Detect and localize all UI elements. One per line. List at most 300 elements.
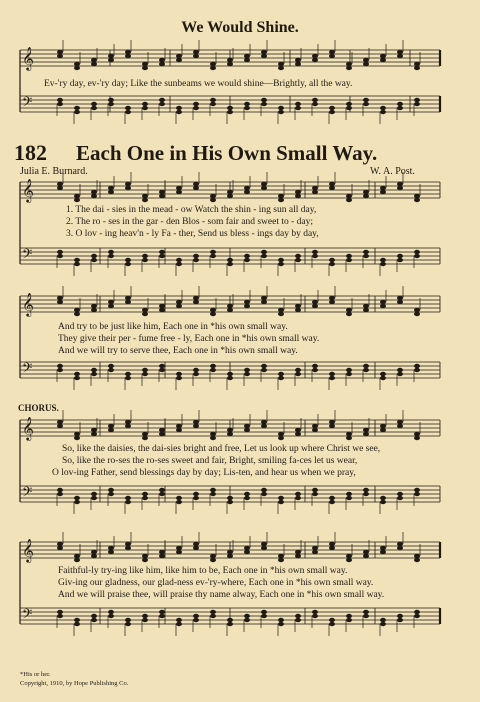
system-3-note — [312, 428, 318, 432]
system-2-note — [346, 372, 352, 376]
system-3-note — [414, 432, 420, 436]
system-4-note — [142, 554, 148, 558]
footnote: *His or her. — [20, 671, 51, 678]
system-1-note — [346, 258, 352, 262]
system-3-note — [159, 488, 165, 492]
top-system-note — [278, 62, 284, 66]
system-3-note — [125, 496, 131, 500]
system-3-note — [210, 488, 216, 492]
system-2-note — [278, 308, 284, 312]
system-1-note — [142, 198, 148, 202]
top-system-note — [159, 98, 165, 102]
system-3-note — [295, 496, 301, 500]
system-2-note — [57, 368, 63, 372]
system-2-note — [261, 296, 267, 300]
system-3-note — [74, 432, 80, 436]
system-3-note — [142, 432, 148, 436]
system-4-note — [159, 614, 165, 618]
system-3-note — [74, 500, 80, 504]
system-3-note — [397, 420, 403, 424]
system-3-note — [193, 420, 199, 424]
system-1-note — [159, 254, 165, 258]
system-1-note — [295, 194, 301, 198]
lyric-s1-v1: 1. The dai - sies in the mead - ow Watch the shin - ing sun all day, — [66, 205, 317, 215]
system-4-note — [176, 546, 182, 550]
top-system-note — [397, 50, 403, 54]
system-1-note — [278, 198, 284, 202]
system-1-note — [380, 262, 386, 266]
system-4-note — [193, 614, 199, 618]
system-2-bass-clef: 𝄢 — [22, 360, 33, 379]
system-1-note — [176, 190, 182, 194]
system-2-note — [176, 372, 182, 376]
system-1-note — [91, 190, 97, 194]
system-1-note — [346, 254, 352, 258]
system-1-note — [176, 258, 182, 262]
system-2-note — [227, 304, 233, 308]
top-system-note — [227, 62, 233, 66]
system-2-note — [414, 308, 420, 312]
top-system-note — [210, 102, 216, 106]
top-system-note — [346, 66, 352, 70]
top-system-note — [261, 50, 267, 54]
system-4-note — [210, 610, 216, 614]
system-2-note — [193, 296, 199, 300]
lyric-s2-v3: And we will try to serve thee, Each one in *his own small way. — [58, 346, 298, 356]
system-2-note — [142, 368, 148, 372]
system-1-note — [295, 258, 301, 262]
system-1-note — [329, 182, 335, 186]
system-1-note — [261, 186, 267, 190]
system-3-note — [125, 424, 131, 428]
system-4-note — [91, 550, 97, 554]
system-3-note — [261, 488, 267, 492]
system-1-note — [74, 198, 80, 202]
system-3-note — [380, 500, 386, 504]
system-4-note — [142, 618, 148, 622]
system-1-note — [159, 194, 165, 198]
top-system-note — [74, 110, 80, 114]
system-3-note — [57, 420, 63, 424]
system-4-note — [346, 558, 352, 562]
system-3-note — [312, 424, 318, 428]
top-system-note — [91, 106, 97, 110]
system-3-note — [159, 432, 165, 436]
system-4-note — [312, 614, 318, 618]
system-4-note — [244, 550, 250, 554]
system-3-note — [363, 488, 369, 492]
system-1-note — [363, 190, 369, 194]
system-2-note — [74, 312, 80, 316]
system-1-note — [125, 262, 131, 266]
system-3-note — [176, 500, 182, 504]
system-4-note — [210, 614, 216, 618]
top-system-note — [125, 106, 131, 110]
top-system-note — [91, 58, 97, 62]
system-2-note — [397, 372, 403, 376]
system-1-note — [244, 190, 250, 194]
system-3-note — [278, 500, 284, 504]
system-2-note — [363, 364, 369, 368]
system-2-note — [295, 304, 301, 308]
lyric-s2-v1: And try to be just like him, Each one in *his own small way. — [58, 322, 288, 332]
system-3-treble-clef: 𝄞 — [22, 416, 34, 440]
system-3-note — [57, 424, 63, 428]
system-3-note — [193, 424, 199, 428]
system-3-note — [346, 436, 352, 440]
system-4-note — [261, 614, 267, 618]
system-2-note — [363, 304, 369, 308]
top-system-note — [329, 54, 335, 58]
system-3-note — [227, 432, 233, 436]
system-3-note — [244, 428, 250, 432]
top-system-note — [312, 58, 318, 62]
system-4-note — [193, 542, 199, 546]
top-system-note — [295, 106, 301, 110]
system-1-note — [380, 190, 386, 194]
system-2-note — [346, 368, 352, 372]
system-1-note — [193, 186, 199, 190]
system-2-note — [74, 376, 80, 380]
system-1-note — [74, 258, 80, 262]
system-3-note — [244, 424, 250, 428]
system-1-note — [380, 258, 386, 262]
top-system-bass-clef: 𝄢 — [22, 94, 33, 113]
system-4-note — [329, 618, 335, 622]
system-1-note — [210, 254, 216, 258]
system-3-note — [346, 496, 352, 500]
system-3-note — [363, 428, 369, 432]
system-1-note — [91, 258, 97, 262]
system-4-note — [329, 542, 335, 546]
system-3-note — [227, 428, 233, 432]
system-4-note — [363, 550, 369, 554]
system-2-note — [329, 300, 335, 304]
system-3-note — [278, 496, 284, 500]
system-3-note — [363, 432, 369, 436]
system-1-note — [210, 250, 216, 254]
hymn-title: Each One in His Own Small Way. — [76, 141, 378, 165]
system-4-note — [176, 618, 182, 622]
system-2-note — [125, 296, 131, 300]
top-system-note — [74, 66, 80, 70]
system-2-note — [142, 308, 148, 312]
system-2-note — [261, 300, 267, 304]
system-2-treble-clef: 𝄞 — [22, 292, 34, 316]
system-3-note — [329, 424, 335, 428]
system-3-note — [91, 428, 97, 432]
lyric-s2-v2: They give their per - fume free - ly, Each one in *his own small way. — [58, 334, 320, 344]
top-system-note — [261, 102, 267, 106]
system-3-note — [380, 428, 386, 432]
top-system-note — [312, 102, 318, 106]
system-1-note — [125, 182, 131, 186]
system-3-note — [74, 436, 80, 440]
system-4-note — [397, 542, 403, 546]
system-2-note — [159, 364, 165, 368]
system-2-note — [380, 376, 386, 380]
system-4-note — [295, 554, 301, 558]
system-4-note — [414, 558, 420, 562]
top-system-note — [176, 58, 182, 62]
system-1-note — [261, 182, 267, 186]
system-4-note — [414, 610, 420, 614]
system-2-note — [414, 312, 420, 316]
system-2-note — [414, 368, 420, 372]
top-system-note — [176, 54, 182, 58]
system-2-note — [74, 308, 80, 312]
top-system-note — [159, 62, 165, 66]
system-2-note — [176, 300, 182, 304]
hymn-number: 182 — [14, 140, 47, 165]
system-3-note — [397, 492, 403, 496]
top-system-note — [108, 98, 114, 102]
system-3-note — [363, 492, 369, 496]
system-3-note — [227, 500, 233, 504]
system-3-note — [397, 496, 403, 500]
system-2-note — [210, 312, 216, 316]
top-system-note — [346, 62, 352, 66]
system-1-note — [363, 194, 369, 198]
system-3-note — [108, 428, 114, 432]
system-4-note — [91, 554, 97, 558]
system-4-note — [176, 622, 182, 626]
system-2-note — [346, 312, 352, 316]
system-1-note — [108, 254, 114, 258]
top-system-note — [91, 102, 97, 106]
system-2-note — [380, 304, 386, 308]
system-3-bass-clef: 𝄢 — [22, 484, 33, 503]
system-1-note — [329, 186, 335, 190]
words-credit: Julia E. Burnard. — [20, 166, 88, 177]
system-3-note — [159, 428, 165, 432]
top-system-note — [125, 54, 131, 58]
system-3-note — [278, 436, 284, 440]
system-1-note — [108, 186, 114, 190]
system-1-note — [363, 250, 369, 254]
system-3-note — [244, 492, 250, 496]
system-3-note — [159, 492, 165, 496]
system-2-note — [261, 364, 267, 368]
system-3-note — [176, 424, 182, 428]
system-4-note — [278, 558, 284, 562]
system-2-note — [176, 376, 182, 380]
system-2-note — [108, 300, 114, 304]
system-4-note — [108, 546, 114, 550]
system-1-note — [74, 194, 80, 198]
top-system-note — [193, 102, 199, 106]
music-credit: W. A. Post. — [370, 166, 415, 177]
top-system-note — [193, 50, 199, 54]
system-2-note — [210, 368, 216, 372]
system-1-note — [414, 250, 420, 254]
system-1-note — [227, 262, 233, 266]
top-system-note — [159, 102, 165, 106]
top-system-note — [414, 98, 420, 102]
system-3-note — [57, 492, 63, 496]
system-2-note — [295, 372, 301, 376]
system-1-note — [278, 258, 284, 262]
system-1-note — [312, 190, 318, 194]
system-3-note — [295, 432, 301, 436]
top-system-note — [227, 58, 233, 62]
system-2-note — [397, 300, 403, 304]
system-1-note — [193, 258, 199, 262]
top-system-note — [57, 50, 63, 54]
system-3-note — [91, 432, 97, 436]
system-1-note — [227, 194, 233, 198]
system-4-note — [261, 542, 267, 546]
system-3-note — [108, 492, 114, 496]
system-1-note — [176, 186, 182, 190]
system-2-note — [57, 296, 63, 300]
top-system-note — [329, 106, 335, 110]
top-system-note — [193, 106, 199, 110]
system-4-note — [210, 554, 216, 558]
system-2-note — [91, 372, 97, 376]
lyric-s4-v2: Giv-ing our gladness, our glad-ness ev-'ry-where, Each one in *his own small way. — [58, 578, 374, 588]
top-system-note — [363, 98, 369, 102]
lyric-s3-v1: So, like the daisies, the dai-sies bright and free, Let us look up where Christ we see, — [62, 444, 381, 454]
system-1-note — [125, 258, 131, 262]
system-4-note — [57, 546, 63, 550]
system-2-note — [312, 368, 318, 372]
system-4-note — [261, 610, 267, 614]
system-3-note — [142, 496, 148, 500]
copyright: Copyright, 1910, by Hope Publishing Co. — [20, 680, 129, 687]
system-1-note — [278, 194, 284, 198]
system-3-note — [295, 492, 301, 496]
system-3-note — [210, 432, 216, 436]
system-3-note — [414, 492, 420, 496]
top-system-note — [329, 50, 335, 54]
system-2-note — [278, 376, 284, 380]
system-3-note — [346, 492, 352, 496]
system-2-note — [193, 368, 199, 372]
top-system-note — [244, 54, 250, 58]
top-system-note — [414, 102, 420, 106]
system-4-note — [363, 610, 369, 614]
system-3-note — [261, 492, 267, 496]
top-system-note — [142, 102, 148, 106]
system-4-note — [346, 614, 352, 618]
system-1-note — [244, 254, 250, 258]
system-1-note — [397, 258, 403, 262]
top-system-note — [346, 106, 352, 110]
system-2-note — [329, 376, 335, 380]
lyric-s3-v2: So, like the ro-ses the ro-ses sweet and fair, Bright, smiling fa-ces let us wear, — [62, 456, 358, 466]
system-3-note — [346, 432, 352, 436]
system-2-note — [312, 304, 318, 308]
top-hymn-title: We Would Shine. — [181, 19, 299, 36]
top-system-note — [397, 102, 403, 106]
top-system-note — [57, 102, 63, 106]
system-4-note — [295, 618, 301, 622]
system-3-note — [380, 496, 386, 500]
system-1-note — [363, 254, 369, 258]
top-system-note — [380, 106, 386, 110]
system-3-note — [329, 500, 335, 504]
system-2-note — [414, 364, 420, 368]
system-4-note — [108, 550, 114, 554]
system-2-note — [244, 372, 250, 376]
system-2-note — [397, 296, 403, 300]
system-1-note — [176, 262, 182, 266]
top-system-note — [278, 66, 284, 70]
system-2-note — [261, 368, 267, 372]
system-4-note — [108, 614, 114, 618]
system-1-note — [397, 182, 403, 186]
top-system-note — [380, 58, 386, 62]
system-2-note — [57, 300, 63, 304]
system-1-note — [380, 186, 386, 190]
system-1-note — [159, 250, 165, 254]
top-system-note — [261, 54, 267, 58]
system-4-note — [363, 554, 369, 558]
top-system-note — [414, 66, 420, 70]
system-1-note — [91, 254, 97, 258]
top-system-note — [244, 106, 250, 110]
system-1-note — [346, 198, 352, 202]
system-1-note — [227, 258, 233, 262]
system-4-note — [227, 622, 233, 626]
system-1-note — [397, 254, 403, 258]
top-system-note — [295, 102, 301, 106]
system-4-note — [227, 554, 233, 558]
system-1-note — [414, 254, 420, 258]
system-4-note — [261, 546, 267, 550]
system-1-treble-clef: 𝄞 — [22, 178, 34, 202]
system-3-note — [329, 420, 335, 424]
system-4-note — [74, 554, 80, 558]
system-1-note — [57, 250, 63, 254]
system-4-note — [278, 554, 284, 558]
system-2-note — [125, 300, 131, 304]
system-2-note — [74, 372, 80, 376]
system-3-note — [91, 496, 97, 500]
system-4-note — [193, 618, 199, 622]
system-2-note — [108, 304, 114, 308]
system-1-note — [142, 194, 148, 198]
system-4-note — [142, 558, 148, 562]
system-1-note — [261, 254, 267, 258]
system-4-bass-clef: 𝄢 — [22, 606, 33, 625]
top-system-note — [210, 98, 216, 102]
system-4-treble-clef: 𝄞 — [22, 538, 34, 562]
system-4-note — [278, 618, 284, 622]
system-1-note — [244, 258, 250, 262]
system-2-note — [363, 368, 369, 372]
system-2-note — [193, 300, 199, 304]
system-4-note — [108, 610, 114, 614]
system-2-note — [244, 368, 250, 372]
system-4-note — [312, 550, 318, 554]
system-1-note — [142, 254, 148, 258]
top-system-note — [108, 54, 114, 58]
system-4-note — [227, 550, 233, 554]
system-2-note — [227, 376, 233, 380]
system-4-note — [244, 618, 250, 622]
top-system-note — [414, 62, 420, 66]
top-system-note — [261, 98, 267, 102]
system-3-note — [312, 488, 318, 492]
system-3-note — [312, 492, 318, 496]
system-1-note — [142, 258, 148, 262]
top-system-note — [363, 102, 369, 106]
system-4-note — [363, 614, 369, 618]
system-2-note — [295, 368, 301, 372]
system-2-note — [397, 368, 403, 372]
